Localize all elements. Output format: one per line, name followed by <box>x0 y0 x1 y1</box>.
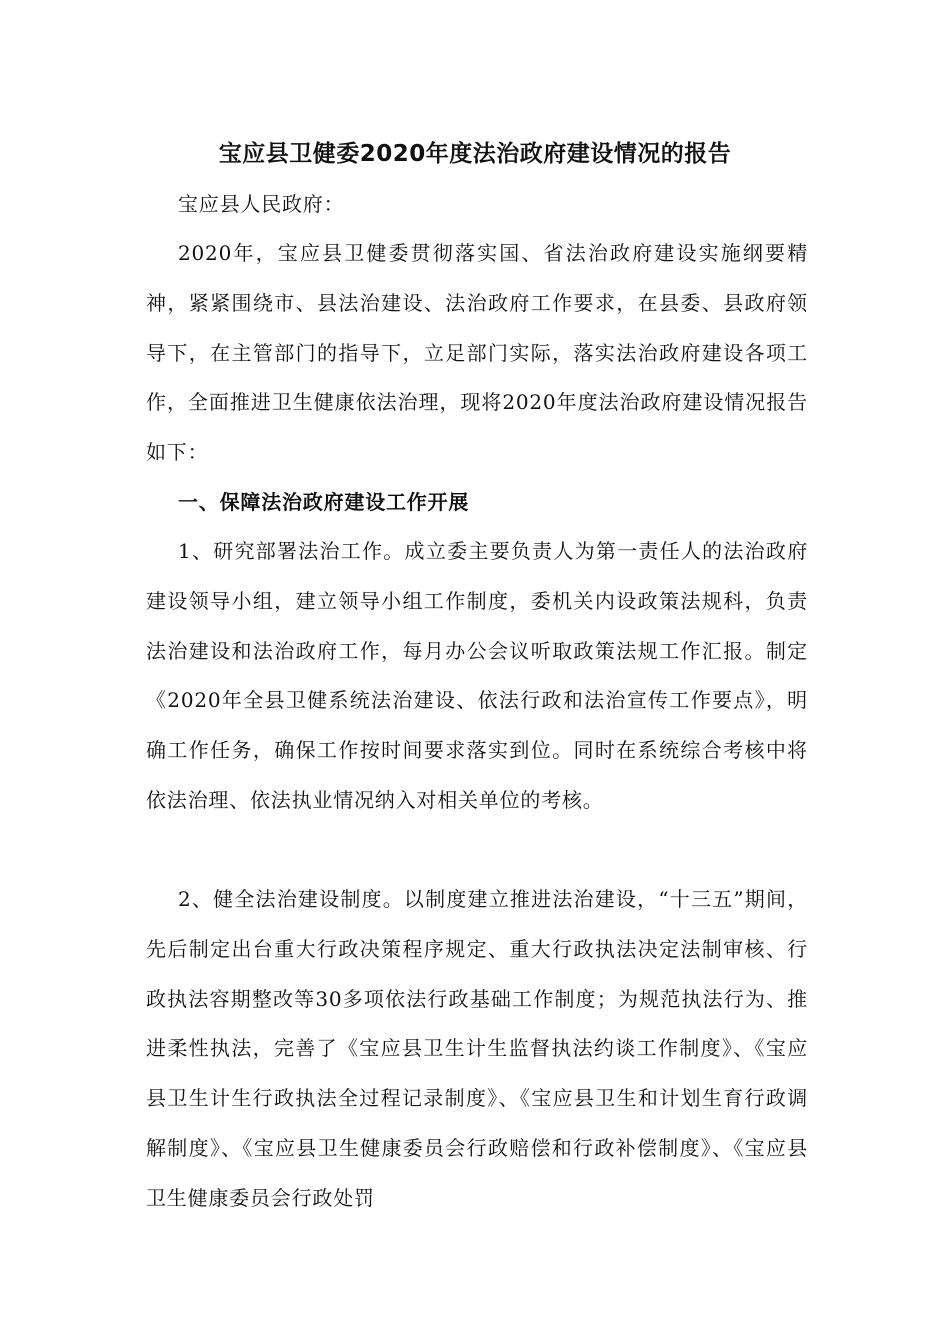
section-heading: 一、保障法治政府建设工作开展 <box>178 490 470 514</box>
document-title: 宝应县卫健委2020年度法治政府建设情况的报告 <box>218 141 732 167</box>
intro-paragraph: 2020年，宝应县卫健委贯彻落实国、省法治政府建设实施纲要精神，紧紧围绕市、县法治建设、法治政府工作要求，在县委、县政府领导下，在主管部门的指导下，立足部门实际，落实法治政府建设各项工作，全面推进卫生健康依法治理，现将2020年度法治政府建设情况报告如下： <box>146 241 808 465</box>
paragraph-item-2: 2、健全法治建设制度。以制度建立推进法治建设，“十三五”期间，先后制定出台重大行政决策程序规定、重大行政执法决定法制审核、行政执法容期整改等30多项依法行政基础工作制度；为规范执法行为、推进柔性执法，完善了《宝应县卫生计生监督执法约谈工作制度》、《宝应县卫生计生行政执法全过程记录制度》、《宝应县卫生和计划生育行政调解制度》、《宝应县卫生健康委员会行政赔偿和行政补偿制度》、《宝应县卫生健康委员会行政处罚 <box>146 887 808 1210</box>
paragraph-item-1: 1、研究部署法治工作。成立委主要负责人为第一责任人的法治政府建设领导小组，建立领导小组工作制度，委机关内设政策法规科，负责法治建设和法治政府工作，每月办公会议听取政策法规工作汇报。制定《2020年全县卫健系统法治建设、依法行政和法治宣传工作要点》，明确工作任务，确保工作按时间要求落实到位。同时在系统综合考核中将依法治理、依法执业情况纳入对相关单位的考核。 <box>146 539 808 812</box>
addressee: 宝应县人民政府： <box>178 192 345 216</box>
